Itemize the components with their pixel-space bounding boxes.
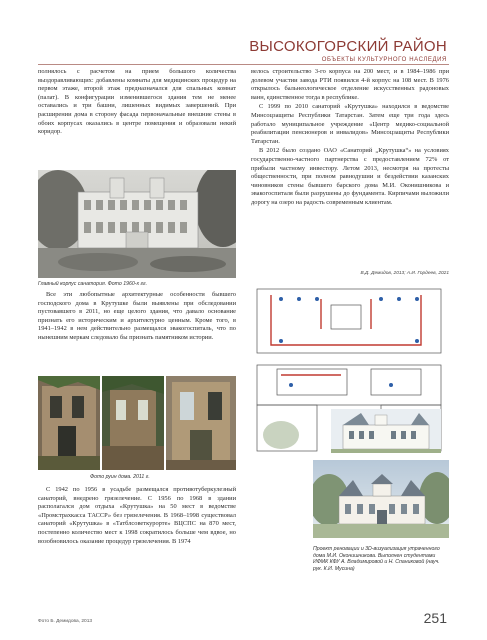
ruins-image-2 [102,376,164,470]
right-paragraph-3: В 2012 было создано ОАО «Санаторий „Крутушка“» на условиях государственно-частного партнерства с предоставлением 72% от прибыли частному инвестору. Летом 2013, несмотря на протесты общественности, при полном равнодушии и бездействии казанских чиновников стены бывшего барского дома М.И. Оконишникова и эвакогоспиталя были разрушены до фундамента. Кирпичами выложили дорогу на озеро на радость современным клиентам. [251,147,449,206]
left-paragraph-2: Все эти любопытные архитектурные особенности бывшего господского дома в Крутушке были выявлены при обследовании пустовавшего в 2011, но еще целого здания, что давало основание признать его историческим и архитектурно ценным. Кроме того, в 1941–1942 в нем действительно размещался эвакогоспиталь, что по нынешним меркам следовало бы признать памятником истории. [38,291,236,341]
left-paragraph-1: полнялось с расчетом на прием большого количества выздоравливающих: добавлены комнаты для медицинских процедур на первом этаже, второй этаж предназначался для спальных комнат (палат). В конфигурации изменившегося здания тем не менее оставались и три башни, лишенных видимых завершений. При расширении дома в сторону фасада первоначальные внешние стены в обоих корпусах оказались в центре помещения и образовали некий коридор. [38,68,236,136]
right-paragraph-1: велось строительство 3-го корпуса на 200 мест, и в 1984–1986 при долевом участии завода РТИ появился 4-й корпус на 108 мест. В 1976 открылось бальнеологическое отделение искусственных радоновых ванн, единственное тогда в республике. [251,68,449,101]
main-building-image [38,170,236,278]
photo-ruins-caption: Фото руин дома. 2011 г. [90,474,150,480]
section-subtitle: ОБЪЕКТЫ КУЛЬТУРНОГО НАСЛЕДИЯ [321,57,447,63]
right-paragraph-2: С 1999 по 2010 санаторий «Крутушка» находился в ведомстве Минсоцзащиты Республики Татарстан. Затем еще три года здесь работало муниципальное учреждение «Центр медико-социальной реабилитации пенсионеров и инвалидов» Минсоцзащиты Республики Татарстан. [251,103,449,145]
page-number: 251 [423,610,447,626]
right-column-text [251,68,449,209]
photo-main-building [38,170,236,278]
ruins-image-1 [38,376,100,470]
left-column-middle-text [38,291,236,343]
photo-main-building-caption: Главный корпус санатория. Фото 1960-х гг. [38,281,148,287]
authors-credit: В.Д. Демидов, 2013; А.И. Гордеев, 2021 [360,271,449,276]
renovation-plan [251,285,449,455]
photo-ruins-3 [166,376,236,470]
renovation-caption: Проект реновации и 3D-визуализация утраченного дома М.И. Оконишникова. Выполнен студентами ИФМК КФУ А. Владимировой и Н. Спаниковой (науч. рук. К.И. Мусина) [313,546,440,572]
photo-ruins-2 [102,376,164,470]
floor-plan-drawing [251,285,449,455]
left-column-bottom-text [38,486,236,546]
left-paragraph-3: С 1942 по 1956 в усадьбе размещался противотуберкулезный санаторий, внедрено грязелечение. С 1956 по 1968 в здании располагался дом отдыха «Крутушка» на 50 мест в ведомстве «Промстрахкасса ТАССР» без грязелечения. В 1968–1998 существовал санаторий «Крутушка» в «Татблсоветкурортe» ВЦСПС на 870 мест, постепенно количество мест к 1998 сократилось больше чем вдвое, но возобновилось оказание процедур грязелечения. В 1974 [38,486,236,545]
left-column-top-text [38,68,236,137]
ruins-image-3 [166,376,236,470]
footer-photo-credit: Фото Б. Демидова, 2013 [38,619,93,624]
house-render-image [313,460,449,538]
section-title: ВЫСОКОГОРСКИЙ РАЙОН [249,38,447,55]
header-divider [38,64,449,65]
photo-ruins-1 [38,376,100,470]
render-3d-house [313,460,449,538]
